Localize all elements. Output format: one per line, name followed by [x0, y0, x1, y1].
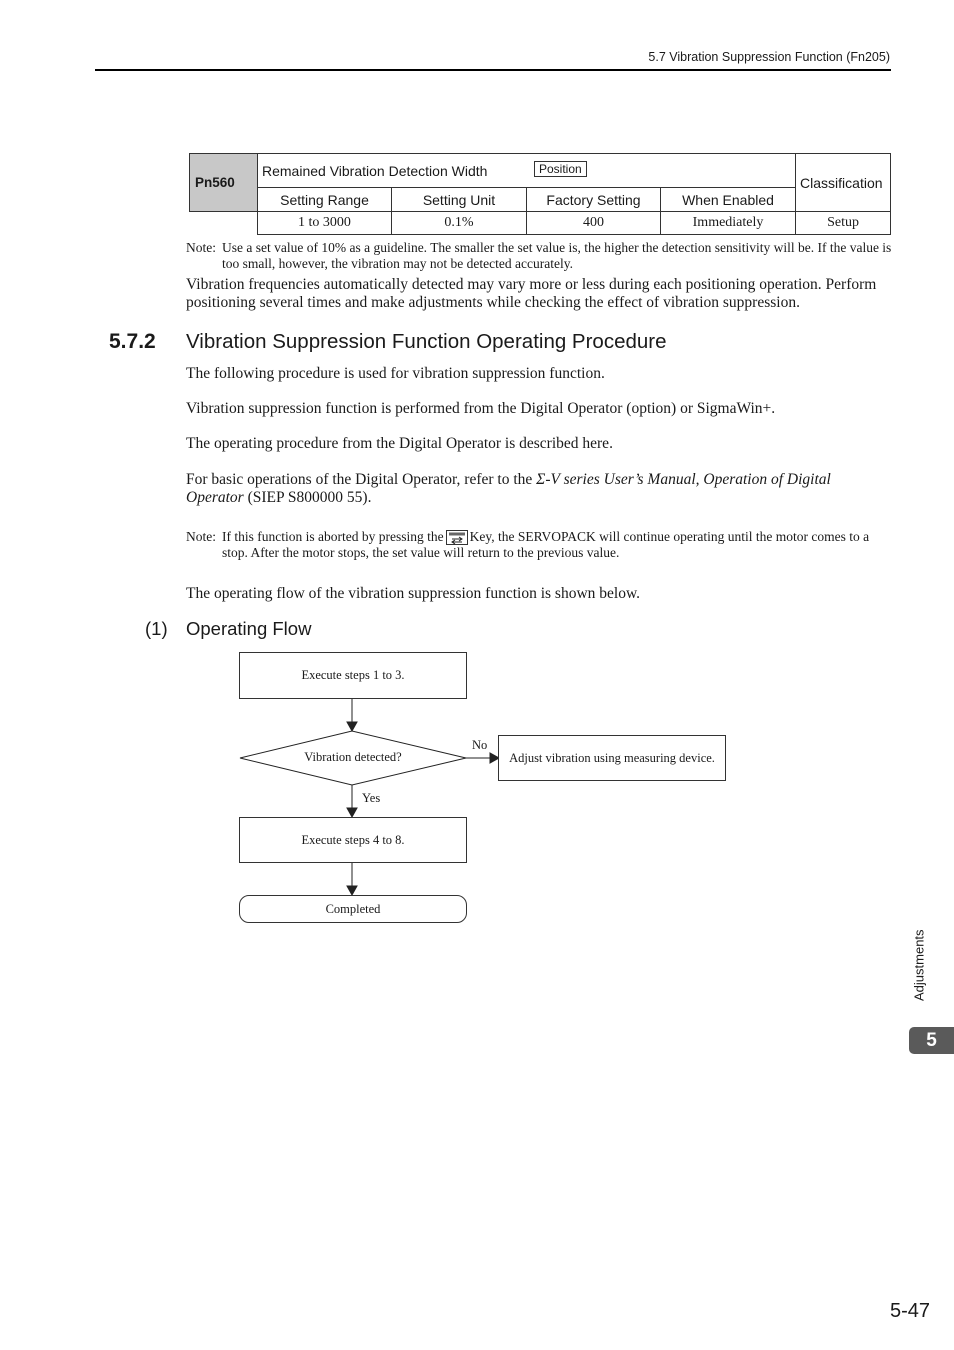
classification-header: Classification: [796, 154, 891, 212]
reference-pre: For basic operations of the Digital Operator, refer to the: [186, 471, 537, 488]
manual-title: Σ-V series User’s Manual, Operation of Digital Operator: [186, 471, 831, 506]
flow-terminal-label: Completed: [325, 901, 381, 916]
subsection-title: Operating Flow: [186, 618, 312, 639]
arrowhead: [347, 886, 357, 895]
value-factory-setting: 400: [527, 212, 661, 235]
page-number: 5-47: [889, 1300, 930, 1322]
no-label: No: [472, 738, 488, 752]
flow-step-2: [239, 817, 467, 863]
section-number: 5.7.2: [109, 330, 156, 353]
note-pre: If this function is aborted by pressing the: [222, 529, 444, 544]
flow-step-2-label: Execute steps 4 to 8.: [301, 832, 405, 847]
col-setting-range: Setting Range: [258, 188, 392, 212]
col-factory-setting: Factory Setting: [527, 188, 661, 212]
col-when-enabled: When Enabled: [661, 188, 796, 212]
paragraph-operating-procedure: The operating procedure from the Digital Operator is described here.: [186, 435, 613, 452]
decision-label: Vibration detected?: [304, 750, 402, 764]
subsection-number: (1): [145, 618, 168, 639]
control-mode-badge: Position: [534, 161, 587, 177]
flow-adjust-box: [498, 735, 726, 781]
param-number: Pn560: [190, 154, 258, 212]
arrowhead: [347, 722, 357, 731]
value-setting-range: 1 to 3000: [258, 212, 392, 235]
paragraph-procedure-intro: The following procedure is used for vibration suppression function.: [186, 365, 605, 382]
value-when-enabled: Immediately: [661, 212, 796, 235]
side-tab-label: Adjustments: [911, 929, 927, 1001]
flow-step-1-label: Execute steps 1 to 3.: [301, 668, 405, 682]
flow-terminal: [239, 895, 467, 923]
arrowhead: [347, 808, 357, 817]
note-post: Key, the SERVOPACK will continue operating until the motor comes to a stop. After the motor stops, the set value will return to the previous value.: [222, 529, 870, 561]
reference-post: (SIEP S800000 55).: [243, 488, 372, 506]
chapter-tab: 5: [909, 1027, 954, 1054]
paragraph-vibration-frequencies: Vibration frequencies automatically detected may vary more or less during each positioning operation. Perform positioning several times and make adjustments while checking the effect of vibration suppression.: [186, 276, 877, 311]
value-classification: Setup: [796, 212, 891, 235]
param-title: Remained Vibration Detection Width: [262, 162, 488, 179]
paragraph-flow-intro: The operating flow of the vibration suppression function is shown below.: [186, 585, 641, 602]
flow-step-1: [239, 652, 467, 699]
flow-adjust-label: Adjust vibration using measuring device.: [509, 750, 715, 765]
running-header: 5.7 Vibration Suppression Function (Fn205): [648, 50, 890, 64]
value-setting-unit: 0.1%: [392, 212, 527, 235]
note-text: Use a set value of 10% as a guideline. The smaller the set value is, the higher the detection sensitivity will be. If the value is too small, however, the vibration may not be detected accurately.: [222, 240, 892, 271]
note-label: Note:: [186, 529, 216, 544]
yes-label: Yes: [362, 791, 381, 805]
col-setting-unit: Setting Unit: [392, 188, 527, 212]
note-label: Note:: [186, 240, 216, 255]
section-title: Vibration Suppression Function Operating Procedure: [186, 330, 667, 353]
paragraph-performed-from: Vibration suppression function is performed from the Digital Operator (option) or SigmaWin+.: [186, 400, 776, 417]
